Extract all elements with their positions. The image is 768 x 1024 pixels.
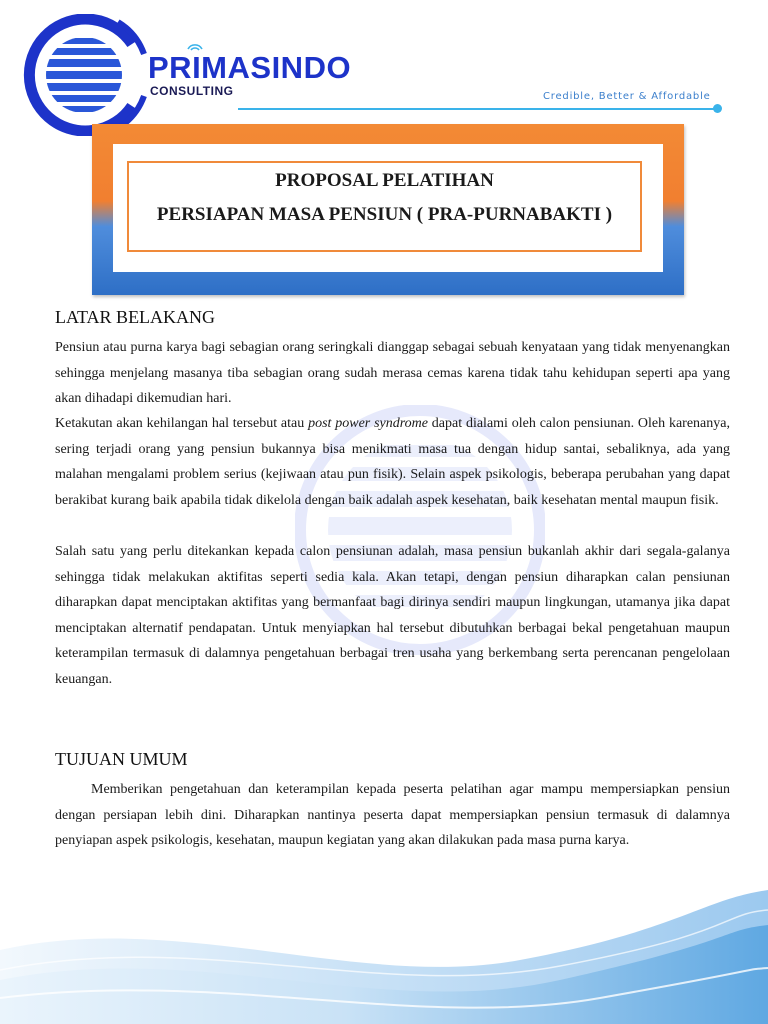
header-divider: [238, 108, 718, 110]
title-line-2: PERSIAPAN MASA PENSIUN ( PRA-PURNABAKTI ): [156, 204, 613, 225]
heading-latar-belakang: LATAR BELAKANG: [55, 307, 216, 327]
brand-name: PRIMASINDO: [148, 50, 352, 85]
title-line-1: PROPOSAL PELATIHAN: [275, 170, 494, 191]
brand-subtitle: CONSULTING: [150, 84, 234, 98]
paragraph-tujuan: Memberikan pengetahuan dan keterampilan kepada peserta pelatihan agar mampu mempersiapkan pensiun dengan persiapan lebih dini. Diharapkan nantinya peserta dapat mempersiapkan pensiun termasuk di dalamnya penyiapan aspek psikologis, kesehatan, maupun kegiatan yang akan dilakukan pada masa purna karya.: [55, 782, 730, 849]
paragraph-latar-1: Pensiun atau purna karya bagi sebagian orang seringkali dianggap sebagai sebuah kenyataan yang tidak menyenangkan sehingga menjelang masanya tiba sebagian orang sudah merasa cemas karena tidak tahu kehidupan seperti apa yang akan dihadapi dikemudian hari.: [55, 340, 730, 407]
heading-tujuan-umum: TUJUAN UMUM: [55, 749, 188, 769]
tagline: Credible, Better & Affordable: [543, 91, 711, 102]
bottom-wave-decoration: [0, 870, 768, 1024]
paragraph-latar-2: Ketakutan akan kehilangan hal tersebut atau post power syndrome dapat dialami oleh calon pensiunan. Oleh karenanya, sering terjadi orang yang pensiun bukannya bisa menikmati masa tua dengan hidup santai, sebaliknya, ada yang malahan mengalami problem serius (kejiwaan atau pun fisik). Selain aspek psikologis, beberapa perubahan yang dapat berakibat kurang baik apabila tidak dikelola dengan baik adalah aspek kesehatan, baik kesehatan mental maupun fisik.: [55, 416, 730, 508]
globe-logo-icon: [20, 14, 150, 136]
paragraph-latar-3: Salah satu yang perlu ditekankan kepada calon pensiunan adalah, masa pensiun bukanlah akhir dari segala-galanya sehingga tidak melakukan aktifitas seperti sedia kala. Akan tetapi, dengan pensiun diharapkan calan pensiunan diharapkan dapat menciptakan aktifitas yang bermanfaat bagi dirinya sendiri maupun lingkungan, utamanya jika dapat menciptakan alternatif pendapatan. Untuk menyiapkan hal tersebut dibutuhkan berbagai bekal pengetahuan maupun keterampilan termasuk di dalamnya pengetahuan berbagai tren usaha yang berkembang serta perencanan pengelolaan keuangan.: [55, 544, 730, 687]
divider-dot: [713, 104, 722, 113]
signal-icon: [186, 40, 204, 52]
